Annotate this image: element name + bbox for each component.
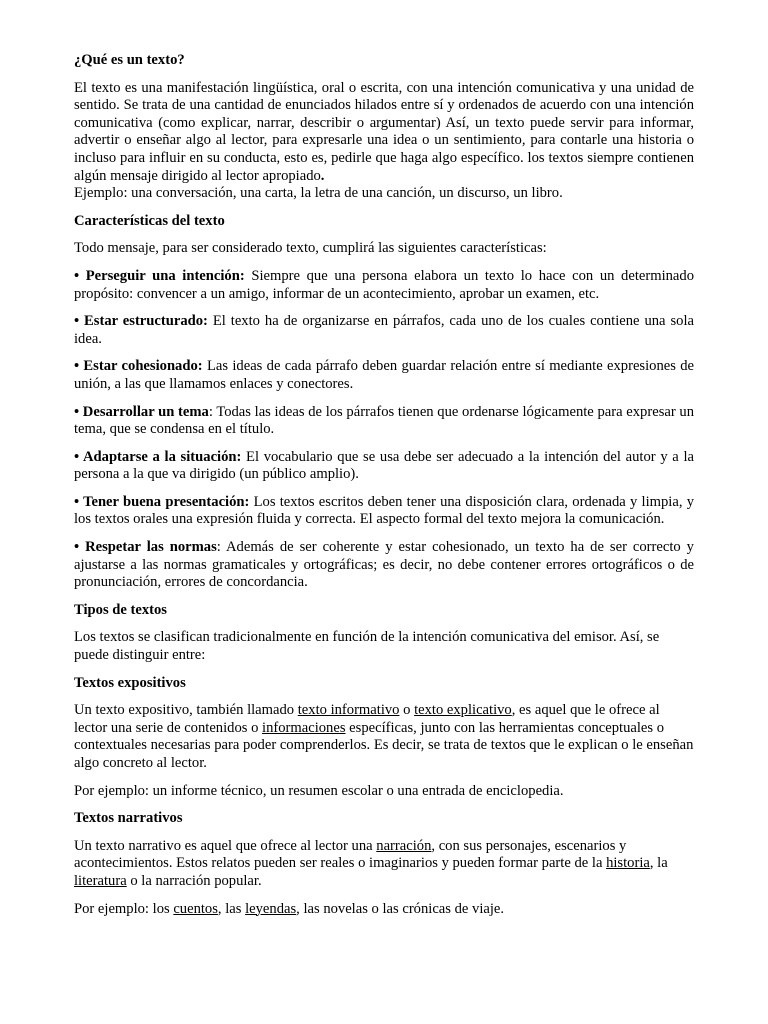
tipos-intro: Los textos se clasifican tradicionalmente en función de la intención comunicativa del emisor. Así, se puede distinguir entre: [74,629,660,664]
text-fragment: , las [217,900,246,917]
feature-text: : Además de ser coherente y estar cohesionado, un texto ha de ser correcto y ajustarse a las normas gramaticales y ortográficas; es decir, no debe contener errores ortográficos o de pronunciación, errores de concordancia. [74,539,694,591]
feature-title: • Estar cohesionado: [74,358,203,375]
feature-item [74,358,694,393]
feature-text: : Todas las ideas de los párrafos tienen que ordenarse lógicamente para expresar un tema, que se condensa en el título. [74,403,694,438]
text-fragment: específicas, junto con las herramientas conceptuales o contextuales necesarias para poder comprenderlos. Es decir, se trata de textos que le explican o le enseñan algo concreto al lector. [74,719,694,771]
feature-title: • Estar estructurado: [74,313,208,330]
heading-tipos-de-textos: Tipos de textos [74,601,167,618]
heading-caracteristicas: Características del texto [74,212,225,229]
feature-title: • Adaptarse a la situación: [74,448,242,465]
link-literatura[interactable]: literatura [74,872,127,889]
feature-item [74,268,694,303]
expositivos-paragraph [74,702,694,772]
feature-item [74,494,694,529]
feature-item [74,313,694,348]
text-fragment: Un texto expositivo, también llamado [74,702,298,719]
heading-que-es-un-texto: ¿Qué es un texto? [74,52,185,68]
link-leyendas[interactable]: leyendas [245,900,297,917]
narrativos-paragraph [74,838,694,891]
text-fragment: , las novelas o las crónicas de viaje. [296,900,505,917]
link-cuentos[interactable]: cuentos [173,900,218,917]
feature-title: • Perseguir una intención: [74,267,245,284]
feature-title: • Desarrollar un tema [74,403,209,420]
caracteristicas-intro: Todo mensaje, para ser considerado texto, cumplirá las siguientes características: [74,240,547,257]
text-fragment: , la [649,855,668,872]
link-texto-explicativo[interactable]: texto explicativo [414,702,512,719]
link-narracion[interactable]: narración [376,837,432,854]
intro-example: Ejemplo: una conversación, una carta, la letra de una canción, un discurso, un libro. [74,185,563,202]
heading-textos-narrativos: Textos narrativos [74,810,183,827]
feature-text: Los textos escritos deben tener una disposición clara, ordenada y limpia, y los textos orales una expresión fluida y correcta. El aspecto formal del texto mejora la comunicación. [74,493,694,528]
text-fragment: o [399,702,415,719]
feature-item [74,449,694,484]
feature-title: • Respetar las normas [74,539,217,556]
text-fragment: o la narración popular. [126,872,262,889]
expositivos-example: Por ejemplo: un informe técnico, un resumen escolar o una entrada de enciclopedia. [74,782,564,799]
feature-item [74,404,694,439]
link-historia[interactable]: historia [606,855,650,872]
link-informaciones[interactable]: informaciones [262,719,346,736]
intro-paragraph [74,80,694,186]
feature-title: • Tener buena presentación: [74,493,250,510]
narrativos-example [74,901,694,919]
feature-text: Siempre que una persona elabora un texto lo hace con un determinado propósito: convencer a un amigo, informar de un acontecimiento, aprobar un examen, etc. [74,267,694,302]
intro-period: . [320,167,325,184]
heading-textos-expositivos: Textos expositivos [74,674,186,691]
text-fragment: , con sus personajes, escenarios y acontecimientos. Estos relatos pueden ser reales o imaginarios y pueden formar parte de la [74,837,627,872]
text-fragment: Un texto narrativo es aquel que ofrece al lector una [74,837,377,854]
feature-text: Las ideas de cada párrafo deben guardar relación entre sí mediante expresiones de unión, a las que llamamos enlaces y conectores. [74,358,695,392]
feature-item [74,539,694,592]
text-fragment: Por ejemplo: los [74,900,174,917]
feature-text: El texto ha de organizarse en párrafos, cada uno de los cuales contiene una sola idea. [74,313,694,347]
link-texto-informativo[interactable]: texto informativo [297,702,400,719]
text-fragment: , es aquel que le ofrece al lector una serie de contenidos o [74,702,660,736]
intro-text: El texto es una manifestación lingüística, oral o escrita, con una intención comunicativa y una unidad de sentido. Se trata de una cantidad de enunciados hilados entre sí y ordenados de acuerdo con una intención comunicativa (como explicar, narrar, describir o argumentar) Así, un texto puede servir para informar, advertir o enseñar algo al lector, para expresarle una idea o un sentimiento, para contarle una historia o incluso para influir en su conducta, esto es, pedirle que haga algo específico. los textos siempre contienen algún mensaje dirigido al lector apropiado [74,79,694,184]
feature-text: El vocabulario que se usa debe ser adecuado a la intención del autor y a la persona a la que va dirigido (un público amplio). [74,448,694,483]
